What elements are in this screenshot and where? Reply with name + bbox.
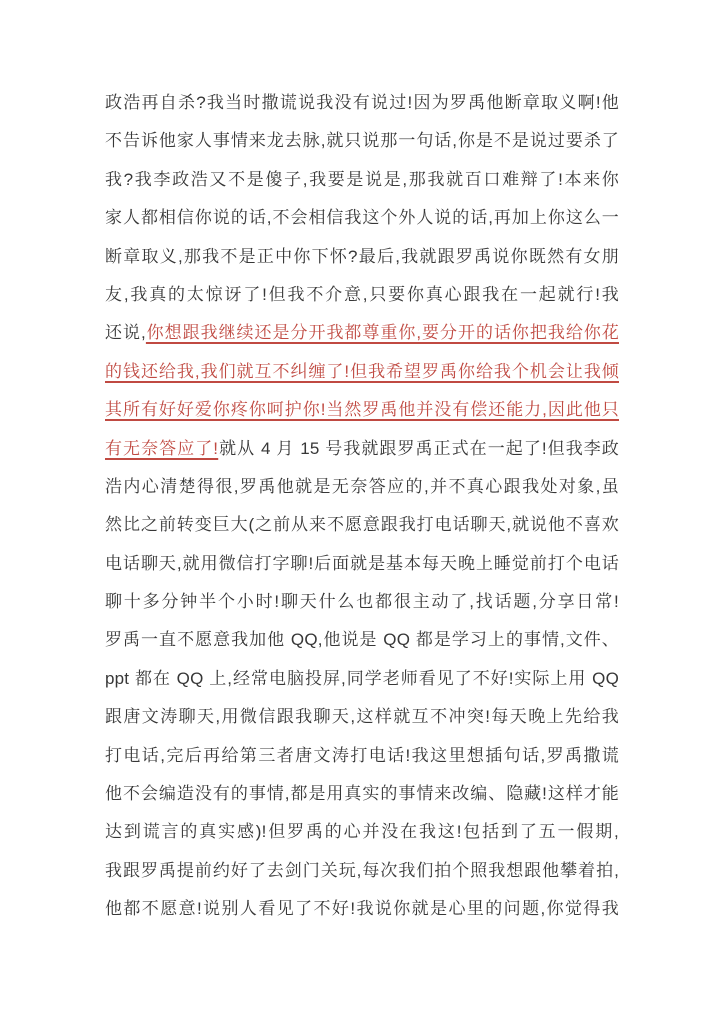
text-line: [105, 391, 619, 429]
highlighted-text-run: 其所有好好爱你疼你呵护你!当然罗禹他并没有偿还能力,因此他只: [105, 400, 619, 420]
text-run: 不告诉他家人事情来龙去脉,就只说那一句话,你是不是说过要杀了: [105, 131, 619, 151]
text-run: ppt 都在 QQ 上,经常电脑投屏,同学老师看见了不好!实际上用 QQ: [105, 668, 619, 688]
text-run: 电话聊天,就用微信打字聊!后面就是基本每天晚上睡觉前打个电话: [105, 553, 619, 573]
text-run: 达到谎言的真实感)!但罗禹的心并没在我这!包括到了五一假期,: [105, 822, 619, 842]
text-line: [105, 698, 619, 736]
text-run: 他不会编造没有的事情,都是用真实的事情来改编、隐藏!这样才能: [105, 784, 619, 804]
text-line: [105, 122, 619, 160]
text-run: 聊十多分钟半个小时!聊天什么也都很主动了,找话题,分享日常!: [105, 592, 619, 612]
highlighted-text-run: 有无奈答应了!: [105, 438, 219, 458]
text-line: [105, 353, 619, 391]
text-run: 政浩再自杀?我当时撒谎说我没有说过!因为罗禹他断章取义啊!他: [105, 93, 619, 112]
text-run: 友,我真的太惊讶了!但我不介意,只要你真心跟我在一起就行!我: [105, 284, 619, 304]
text-line: [105, 660, 619, 698]
text-line: [105, 775, 619, 813]
text-line: [105, 737, 619, 775]
text-run: 还说,: [105, 323, 146, 343]
text-line: [105, 890, 619, 928]
text-line: [105, 238, 619, 276]
text-run: 断章取义,那我不是正中你下怀?最后,我就跟罗禹说你既然有女朋: [105, 246, 619, 266]
highlighted-text-run: 你想跟我继续还是分开我都尊重你,要分开的话你把我给你花: [145, 323, 619, 343]
text-line: [105, 621, 619, 659]
text-line: [105, 199, 619, 237]
text-line: [105, 468, 619, 506]
text-run: 就从 4 月 15 号我就跟罗禹正式在一起了!但我李政: [218, 438, 619, 458]
text-run: 家人都相信你说的话,不会相信我这个外人说的话,再加上你这么一: [105, 208, 619, 228]
text-line: [105, 84, 619, 122]
text-run: 罗禹一直不愿意我加他 QQ,他说是 QQ 都是学习上的事情,文件、: [105, 630, 619, 650]
text-line: [105, 813, 619, 851]
text-run: 打电话,完后再给第三者唐文涛打电话!我这里想插句话,罗禹撒谎: [105, 745, 619, 765]
text-line: [105, 852, 619, 890]
text-line: [105, 506, 619, 544]
text-run: 浩内心清楚得很,罗禹他就是无奈答应的,并不真心跟我处对象,虽: [105, 476, 619, 496]
text-run: 我跟罗禹提前约好了去剑门关玩,每次我们拍个照我想跟他攀着拍,: [105, 860, 619, 880]
text-line: [105, 545, 619, 583]
highlighted-text-run: 的钱还给我,我们就互不纠缠了!但我希望罗禹你给我个机会让我倾: [105, 361, 619, 381]
text-run: 他都不愿意!说别人看见了不好!我说你就是心里的问题,你觉得我: [105, 899, 619, 919]
text-line: [105, 430, 619, 468]
text-run: 跟唐文涛聊天,用微信跟我聊天,这样就互不冲突!每天晚上先给我: [105, 707, 619, 727]
document-text: [105, 84, 619, 929]
text-line: [105, 161, 619, 199]
text-run: 我?我李政浩又不是傻子,我要是说是,那我就百口难辩了!本来你: [105, 169, 619, 189]
text-line: [105, 314, 619, 352]
text-line: [105, 583, 619, 621]
text-line: [105, 276, 619, 314]
text-run: 然比之前转变巨大(之前从来不愿意跟我打电话聊天,就说他不喜欢: [105, 515, 619, 535]
